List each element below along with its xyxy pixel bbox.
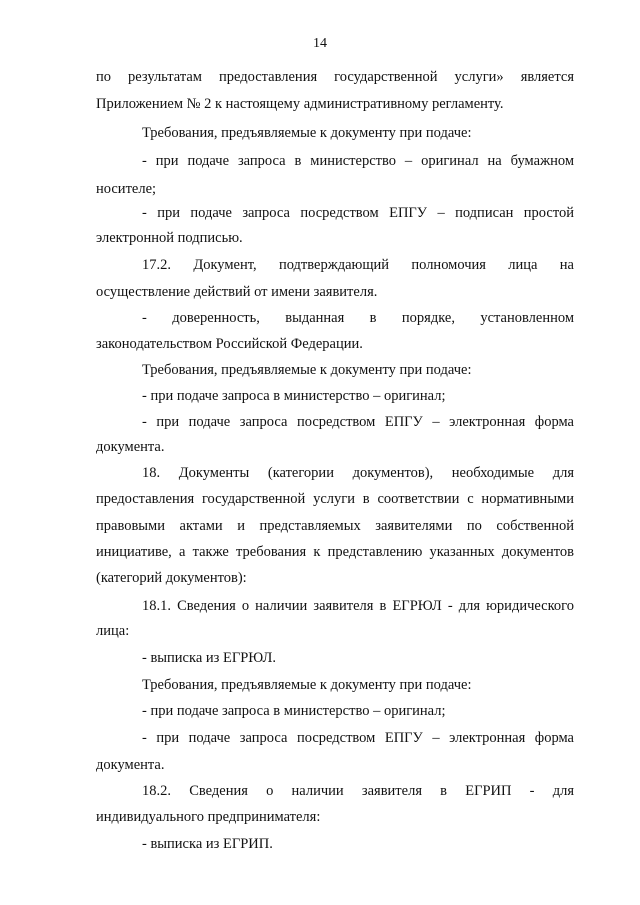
text-line: - при подаче запроса в министерство – оригинал;	[142, 703, 446, 719]
text-line: Требования, предъявляемые к документу при подаче:	[142, 125, 472, 141]
text-line: по результатам предоставления государственной услуги» является	[96, 69, 574, 85]
text-line: лица:	[96, 623, 130, 639]
text-line: носителе;	[96, 181, 157, 197]
text-line: Требования, предъявляемые к документу при подаче:	[142, 362, 472, 378]
text-line: - при подаче запроса в министерство – оригинал;	[142, 388, 446, 404]
text-line: - при подаче запроса посредством ЕПГУ – подписан простой	[142, 205, 574, 221]
text-line: документа.	[96, 439, 165, 455]
text-line: индивидуального предпринимателя:	[96, 809, 321, 825]
text-line: - выписка из ЕГРЮЛ.	[142, 650, 276, 666]
text-line: - при подаче запроса посредством ЕПГУ – электронная форма	[142, 730, 574, 746]
text-line: 18.2. Сведения о наличии заявителя в ЕГРИП - для	[142, 783, 574, 799]
text-line: инициативе, а также требования к представлению указанных документов	[96, 544, 574, 560]
text-line: - доверенность, выданная в порядке, установленном	[142, 310, 574, 326]
text-line: Требования, предъявляемые к документу при подаче:	[142, 677, 472, 693]
text-line: 18.1. Сведения о наличии заявителя в ЕГРЮЛ - для юридического	[142, 598, 574, 614]
text-line: электронной подписью.	[96, 230, 243, 246]
text-line: законодательством Российской Федерации.	[96, 336, 363, 352]
text-line: осуществление действий от имени заявителя.	[96, 284, 378, 300]
text-line: 17.2. Документ, подтверждающий полномочия лица на	[142, 257, 574, 273]
text-line: - при подаче запроса посредством ЕПГУ – электронная форма	[142, 414, 574, 430]
text-line: - выписка из ЕГРИП.	[142, 836, 273, 852]
text-line: правовыми актами и представляемых заявителями по собственной	[96, 518, 574, 534]
text-line: - при подаче запроса в министерство – оригинал на бумажном	[142, 153, 574, 169]
text-line: (категорий документов):	[96, 570, 247, 586]
page-number: 14	[313, 36, 327, 51]
text-line: 18. Документы (категории документов), необходимые для	[142, 465, 574, 481]
text-line: Приложением № 2 к настоящему административному регламенту.	[96, 96, 504, 112]
text-line: предоставления государственной услуги в соответствии с нормативными	[96, 491, 574, 507]
text-line: документа.	[96, 757, 165, 773]
